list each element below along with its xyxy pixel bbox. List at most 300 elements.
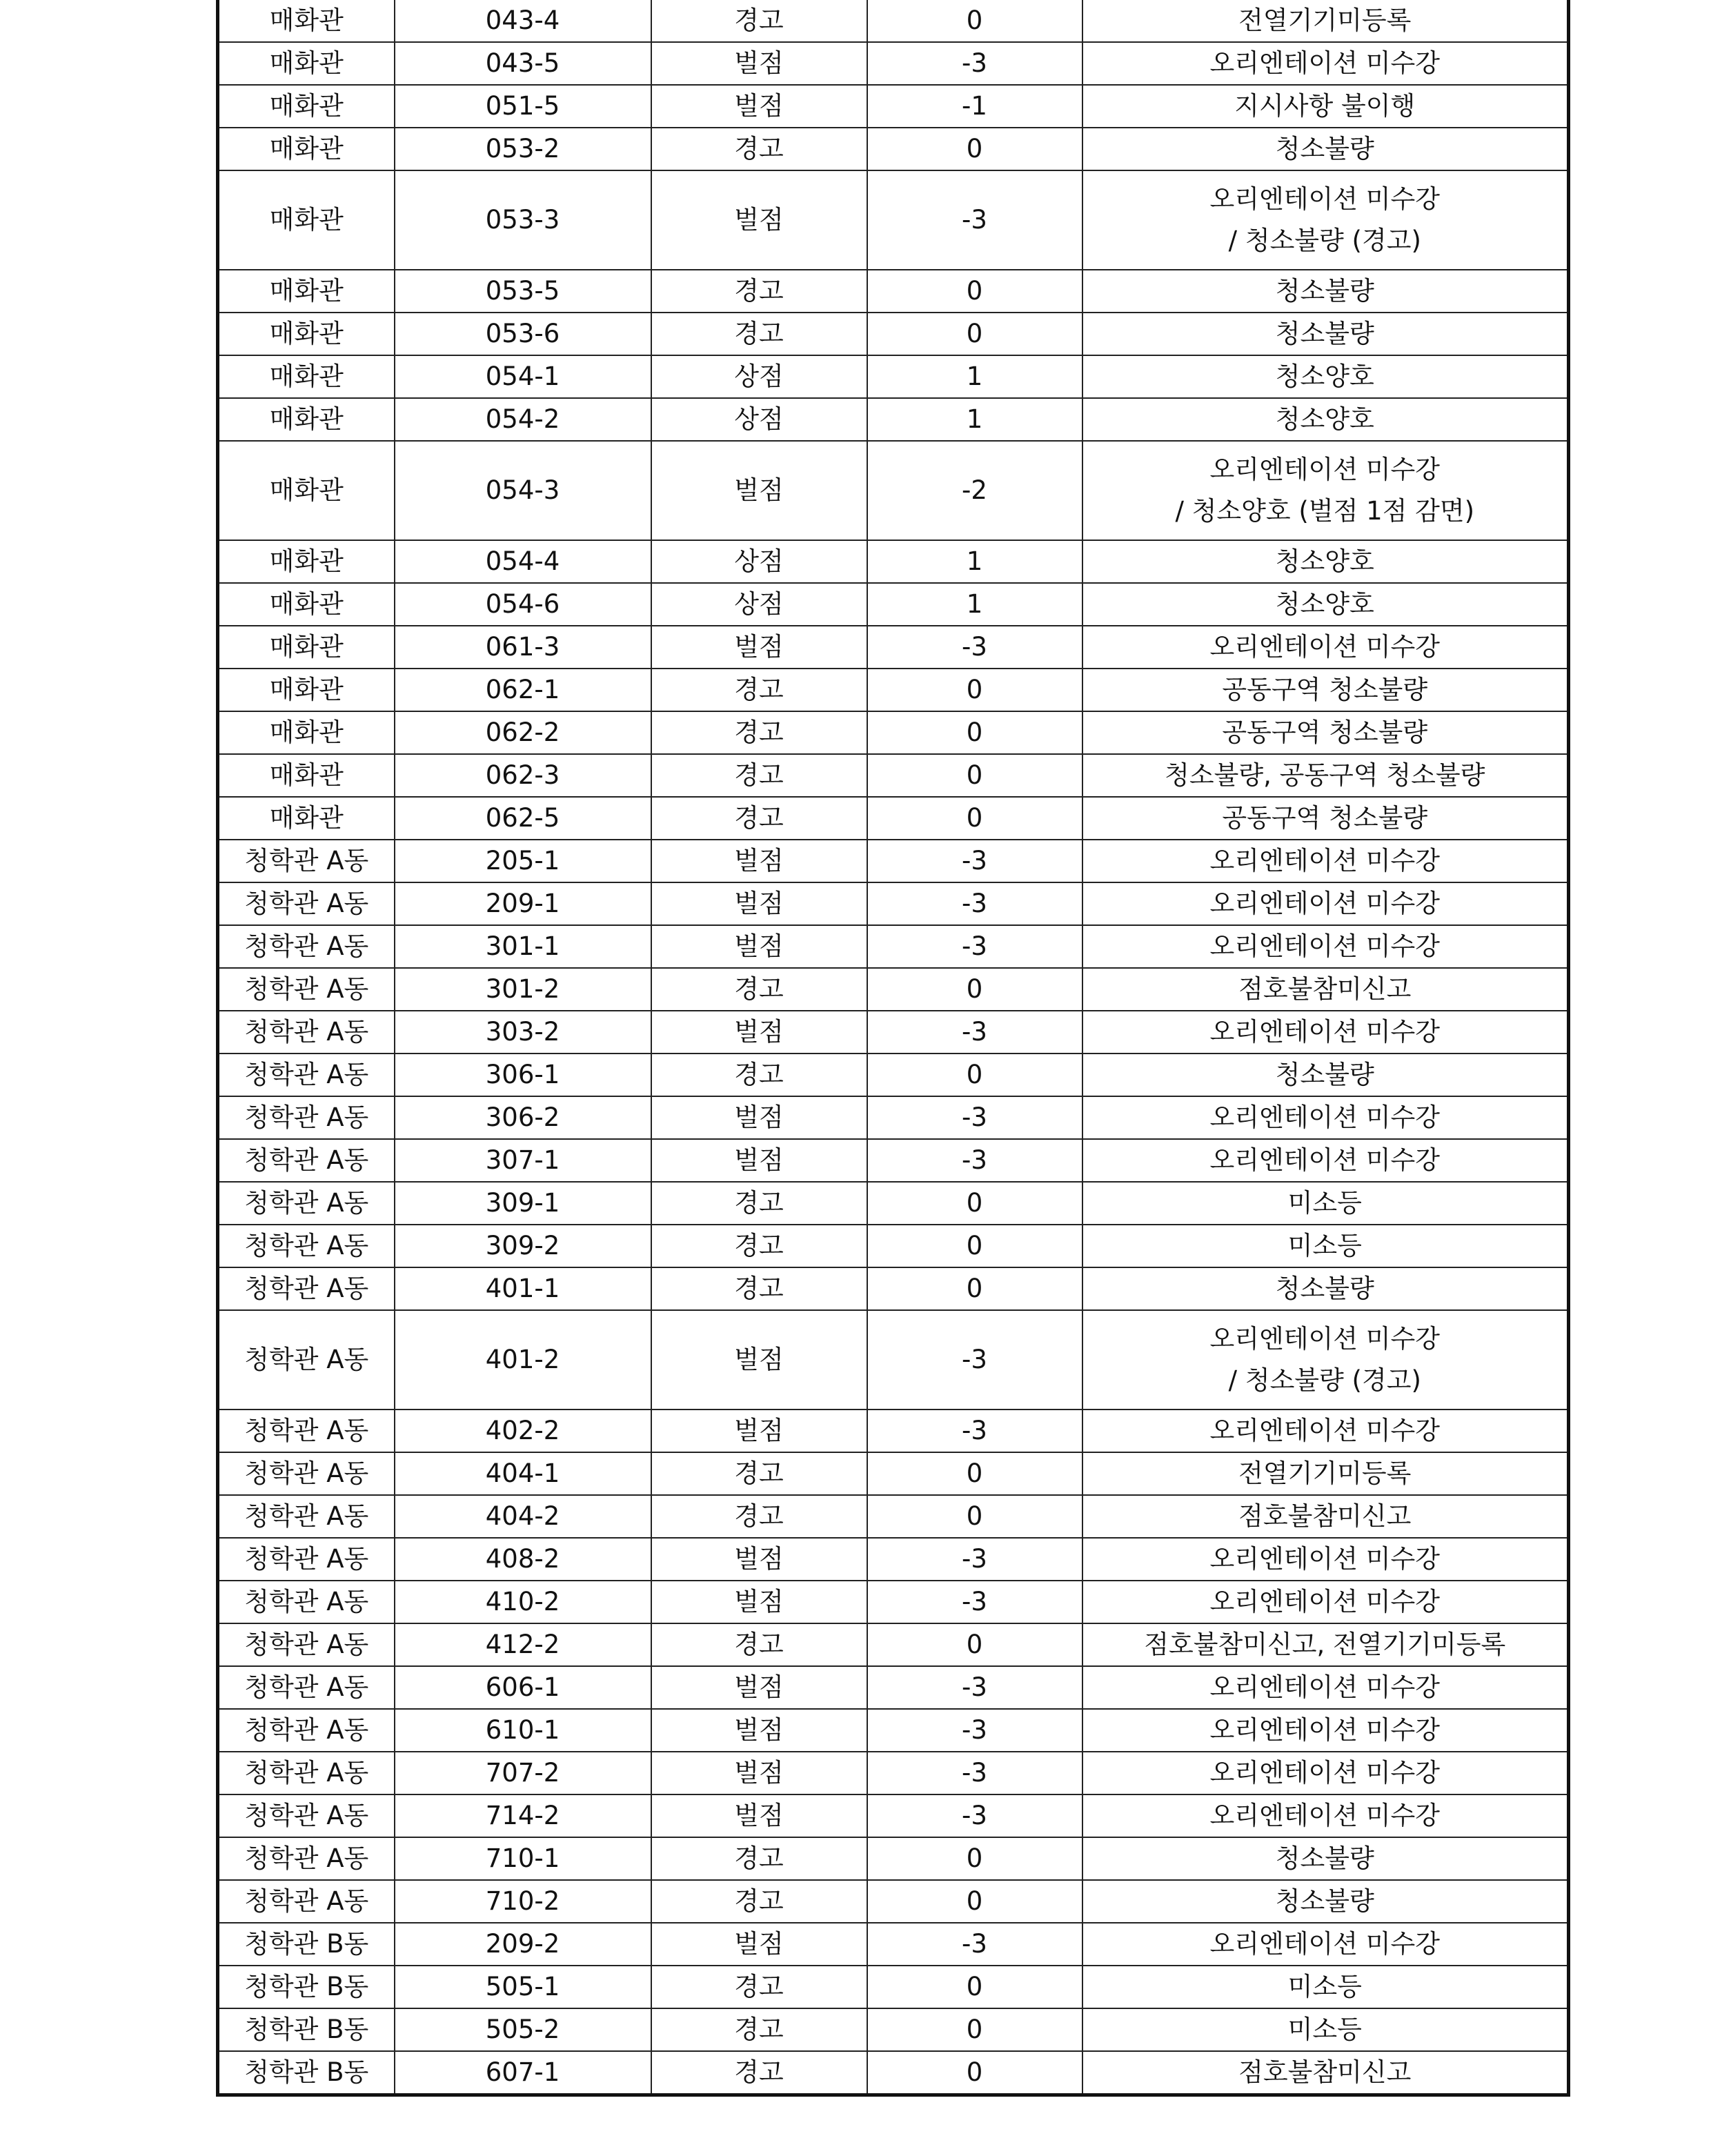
reason-line: 오리엔테이션 미수강	[1209, 1929, 1440, 1959]
building-cell: 매화관	[218, 0, 395, 42]
point-type-cell: 경고	[651, 1880, 867, 1923]
score-cell: -3	[867, 1139, 1082, 1182]
point-type-cell: 벌점	[651, 840, 867, 882]
table-row	[218, 42, 1569, 85]
score-cell: 0	[867, 754, 1082, 797]
points-table	[216, 0, 1570, 2097]
reason-line: 오리엔테이션 미수강	[1209, 1102, 1440, 1132]
building-cell: 매화관	[218, 355, 395, 398]
reason-cell	[1082, 128, 1569, 170]
room-number-cell: 606-1	[395, 1666, 651, 1709]
reason-cell	[1082, 1054, 1569, 1096]
score-cell: -3	[867, 840, 1082, 882]
table-row	[218, 797, 1569, 840]
table-row	[218, 968, 1569, 1011]
table-row	[218, 1837, 1569, 1880]
score-cell: -3	[867, 1538, 1082, 1581]
score-cell: -3	[867, 925, 1082, 968]
score-cell: 1	[867, 583, 1082, 626]
table-row	[218, 1452, 1569, 1495]
reason-line: 전열기기미등록	[1238, 1458, 1412, 1488]
reason-cell	[1082, 1410, 1569, 1452]
reason-cell	[1082, 1011, 1569, 1054]
table-row	[218, 711, 1569, 754]
reason-line: 청소불량	[1275, 276, 1374, 306]
point-type-cell: 경고	[651, 1623, 867, 1666]
reason-line: 오리엔테이션 미수강	[1209, 1017, 1440, 1047]
reason-line: 전열기기미등록	[1238, 6, 1412, 35]
table-row	[218, 1794, 1569, 1837]
reason-line: 공동구역 청소불량	[1222, 675, 1428, 704]
room-number-cell: 051-5	[395, 85, 651, 128]
room-number-cell: 306-2	[395, 1096, 651, 1139]
point-type-cell: 경고	[651, 2051, 867, 2095]
reason-cell	[1082, 1139, 1569, 1182]
building-cell: 청학관 A동	[218, 1752, 395, 1794]
building-cell: 청학관 A동	[218, 1452, 395, 1495]
table-row	[218, 669, 1569, 711]
point-type-cell: 경고	[651, 1837, 867, 1880]
point-type-cell: 벌점	[651, 85, 867, 128]
reason-line: 청소불량	[1275, 1843, 1374, 1873]
score-cell: 0	[867, 1267, 1082, 1310]
table-row	[218, 270, 1569, 313]
room-number-cell: 209-2	[395, 1923, 651, 1966]
reason-line: 청소불량	[1275, 1274, 1374, 1303]
score-cell: 0	[867, 711, 1082, 754]
room-number-cell: 309-1	[395, 1182, 651, 1225]
room-number-cell: 061-3	[395, 626, 651, 669]
point-type-cell: 벌점	[651, 1538, 867, 1581]
reason-cell	[1082, 840, 1569, 882]
building-cell: 청학관 A동	[218, 1182, 395, 1225]
reason-cell	[1082, 968, 1569, 1011]
point-type-cell: 벌점	[651, 882, 867, 925]
building-cell: 매화관	[218, 42, 395, 85]
building-cell: 매화관	[218, 85, 395, 128]
table-row	[218, 925, 1569, 968]
building-cell: 청학관 A동	[218, 1623, 395, 1666]
building-cell: 청학관 A동	[218, 1225, 395, 1267]
point-type-cell: 벌점	[651, 626, 867, 669]
reason-line: 점호불참미신고	[1238, 1501, 1412, 1531]
reason-line: 오리엔테이션 미수강	[1209, 1324, 1440, 1354]
table-row	[218, 754, 1569, 797]
building-cell: 매화관	[218, 128, 395, 170]
point-type-cell: 경고	[651, 270, 867, 313]
reason-cell	[1082, 42, 1569, 85]
table-row	[218, 882, 1569, 925]
score-cell: 0	[867, 1452, 1082, 1495]
table-row	[218, 0, 1569, 42]
reason-cell	[1082, 170, 1569, 270]
room-number-cell: 053-6	[395, 313, 651, 355]
reason-cell	[1082, 1794, 1569, 1837]
table-body	[218, 0, 1569, 2095]
score-cell: 0	[867, 968, 1082, 1011]
reason-line: 공동구역 청소불량	[1222, 803, 1428, 833]
table-row	[218, 398, 1569, 441]
table-row	[218, 313, 1569, 355]
building-cell: 매화관	[218, 270, 395, 313]
building-cell: 청학관 A동	[218, 1054, 395, 1096]
point-type-cell: 벌점	[651, 925, 867, 968]
point-type-cell: 경고	[651, 711, 867, 754]
building-cell: 청학관 A동	[218, 1410, 395, 1452]
score-cell: 0	[867, 1623, 1082, 1666]
score-cell: 0	[867, 797, 1082, 840]
reason-cell	[1082, 1182, 1569, 1225]
reason-line: 오리엔테이션 미수강	[1209, 48, 1440, 78]
point-type-cell: 벌점	[651, 1581, 867, 1623]
reason-cell	[1082, 711, 1569, 754]
table-row	[218, 1966, 1569, 2008]
table-row	[218, 540, 1569, 583]
room-number-cell: 054-3	[395, 441, 651, 540]
reason-line: 오리엔테이션 미수강	[1209, 846, 1440, 876]
reason-cell	[1082, 1966, 1569, 2008]
reason-line: 청소양호	[1275, 404, 1374, 434]
point-type-cell: 벌점	[651, 1752, 867, 1794]
room-number-cell: 043-5	[395, 42, 651, 85]
table-row	[218, 1495, 1569, 1538]
room-number-cell: 062-3	[395, 754, 651, 797]
table-row	[218, 583, 1569, 626]
room-number-cell: 062-5	[395, 797, 651, 840]
reason-cell	[1082, 1495, 1569, 1538]
reason-line: 청소불량	[1275, 319, 1374, 348]
building-cell: 청학관 B동	[218, 1923, 395, 1966]
reason-line: / 청소불량 (경고)	[1228, 226, 1421, 255]
reason-cell	[1082, 754, 1569, 797]
score-cell: -3	[867, 1666, 1082, 1709]
reason-line: 청소불량, 공동구역 청소불량	[1165, 760, 1485, 790]
room-number-cell: 062-1	[395, 669, 651, 711]
score-cell: -3	[867, 1794, 1082, 1837]
room-number-cell: 707-2	[395, 1752, 651, 1794]
room-number-cell: 053-2	[395, 128, 651, 170]
reason-cell	[1082, 1581, 1569, 1623]
building-cell: 청학관 A동	[218, 1011, 395, 1054]
reason-line: 공동구역 청소불량	[1222, 718, 1428, 747]
room-number-cell: 410-2	[395, 1581, 651, 1623]
building-cell: 매화관	[218, 540, 395, 583]
room-number-cell: 404-1	[395, 1452, 651, 1495]
reason-line: 오리엔테이션 미수강	[1209, 1416, 1440, 1445]
reason-cell	[1082, 355, 1569, 398]
score-cell: -3	[867, 1310, 1082, 1410]
reason-cell	[1082, 1538, 1569, 1581]
score-cell: 0	[867, 313, 1082, 355]
point-type-cell: 상점	[651, 540, 867, 583]
building-cell: 청학관 A동	[218, 1310, 395, 1410]
reason-cell	[1082, 1880, 1569, 1923]
reason-cell	[1082, 1310, 1569, 1410]
building-cell: 청학관 A동	[218, 840, 395, 882]
table-row	[218, 1623, 1569, 1666]
reason-line: 미소등	[1287, 1231, 1362, 1260]
room-number-cell: 402-2	[395, 1410, 651, 1452]
building-cell: 청학관 A동	[218, 1709, 395, 1752]
score-cell: -3	[867, 882, 1082, 925]
score-cell: 0	[867, 1225, 1082, 1267]
building-cell: 청학관 A동	[218, 1096, 395, 1139]
score-cell: 0	[867, 1837, 1082, 1880]
score-cell: 0	[867, 0, 1082, 42]
score-cell: -3	[867, 1752, 1082, 1794]
reason-line: 청소불량	[1275, 1886, 1374, 1916]
table-row	[218, 1880, 1569, 1923]
table-row	[218, 1538, 1569, 1581]
table-row	[218, 1752, 1569, 1794]
point-type-cell: 벌점	[651, 1923, 867, 1966]
building-cell: 매화관	[218, 398, 395, 441]
table-row	[218, 2051, 1569, 2095]
room-number-cell: 607-1	[395, 2051, 651, 2095]
reason-line: 오리엔테이션 미수강	[1209, 632, 1440, 662]
point-type-cell: 경고	[651, 1054, 867, 1096]
score-cell: 0	[867, 1182, 1082, 1225]
point-type-cell: 경고	[651, 1495, 867, 1538]
room-number-cell: 054-4	[395, 540, 651, 583]
point-type-cell: 벌점	[651, 1096, 867, 1139]
reason-line: / 청소양호 (벌점 1점 감면)	[1175, 496, 1475, 526]
room-number-cell: 401-2	[395, 1310, 651, 1410]
building-cell: 청학관 A동	[218, 1837, 395, 1880]
room-number-cell: 301-2	[395, 968, 651, 1011]
score-cell: -3	[867, 1709, 1082, 1752]
score-cell: 0	[867, 1054, 1082, 1096]
table-row	[218, 128, 1569, 170]
table-row	[218, 1267, 1569, 1310]
room-number-cell: 205-1	[395, 840, 651, 882]
room-number-cell: 054-1	[395, 355, 651, 398]
score-cell: 0	[867, 128, 1082, 170]
reason-line: 오리엔테이션 미수강	[1209, 889, 1440, 918]
building-cell: 매화관	[218, 754, 395, 797]
table-row	[218, 1923, 1569, 1966]
reason-line: 오리엔테이션 미수강	[1209, 1587, 1440, 1616]
reason-line: 오리엔테이션 미수강	[1209, 1715, 1440, 1745]
score-cell: -3	[867, 1096, 1082, 1139]
building-cell: 매화관	[218, 626, 395, 669]
room-number-cell: 053-3	[395, 170, 651, 270]
table-row	[218, 1310, 1569, 1410]
reason-line: 미소등	[1287, 1188, 1362, 1218]
room-number-cell: 303-2	[395, 1011, 651, 1054]
point-type-cell: 경고	[651, 1966, 867, 2008]
room-number-cell: 307-1	[395, 1139, 651, 1182]
point-type-cell: 벌점	[651, 1794, 867, 1837]
table-row	[218, 1054, 1569, 1096]
point-type-cell: 벌점	[651, 1139, 867, 1182]
reason-cell	[1082, 626, 1569, 669]
table-row	[218, 1139, 1569, 1182]
building-cell: 매화관	[218, 711, 395, 754]
point-type-cell: 벌점	[651, 1666, 867, 1709]
reason-cell	[1082, 313, 1569, 355]
room-number-cell: 505-1	[395, 1966, 651, 2008]
reason-line: 오리엔테이션 미수강	[1209, 1145, 1440, 1175]
point-type-cell: 경고	[651, 754, 867, 797]
reason-cell	[1082, 1096, 1569, 1139]
reason-line: 오리엔테이션 미수강	[1209, 1758, 1440, 1788]
building-cell: 청학관 A동	[218, 1581, 395, 1623]
building-cell: 청학관 A동	[218, 1880, 395, 1923]
reason-line: 청소불량	[1275, 134, 1374, 164]
score-cell: -3	[867, 1011, 1082, 1054]
reason-cell	[1082, 2008, 1569, 2051]
reason-line: 청소불량	[1275, 1060, 1374, 1089]
building-cell: 청학관 B동	[218, 2008, 395, 2051]
room-number-cell: 054-2	[395, 398, 651, 441]
reason-cell	[1082, 270, 1569, 313]
reason-cell	[1082, 1452, 1569, 1495]
reason-line: 청소양호	[1275, 546, 1374, 576]
point-type-cell: 경고	[651, 313, 867, 355]
point-type-cell: 벌점	[651, 170, 867, 270]
table-row	[218, 441, 1569, 540]
building-cell: 청학관 A동	[218, 1139, 395, 1182]
reason-line: 청소양호	[1275, 362, 1374, 391]
reason-cell	[1082, 1267, 1569, 1310]
score-cell: -2	[867, 441, 1082, 540]
building-cell: 청학관 A동	[218, 1495, 395, 1538]
room-number-cell: 710-2	[395, 1880, 651, 1923]
building-cell: 청학관 A동	[218, 1794, 395, 1837]
reason-cell	[1082, 882, 1569, 925]
point-type-cell: 상점	[651, 355, 867, 398]
reason-cell	[1082, 0, 1569, 42]
table-row	[218, 840, 1569, 882]
reason-line: 오리엔테이션 미수강	[1209, 455, 1440, 484]
building-cell: 청학관 B동	[218, 2051, 395, 2095]
reason-cell	[1082, 1709, 1569, 1752]
building-cell: 매화관	[218, 441, 395, 540]
room-number-cell: 401-1	[395, 1267, 651, 1310]
score-cell: -3	[867, 42, 1082, 85]
reason-line: 청소양호	[1275, 589, 1374, 619]
reason-line: 오리엔테이션 미수강	[1209, 1544, 1440, 1574]
reason-line: / 청소불량 (경고)	[1228, 1365, 1421, 1395]
point-type-cell: 상점	[651, 583, 867, 626]
reason-line: 미소등	[1287, 2015, 1362, 2044]
score-cell: 0	[867, 270, 1082, 313]
room-number-cell: 053-5	[395, 270, 651, 313]
reason-line: 점호불참미신고, 전열기기미등록	[1144, 1630, 1506, 1659]
reason-line: 오리엔테이션 미수강	[1209, 1801, 1440, 1830]
building-cell: 청학관 A동	[218, 1666, 395, 1709]
table-row	[218, 1225, 1569, 1267]
room-number-cell: 301-1	[395, 925, 651, 968]
point-type-cell: 경고	[651, 797, 867, 840]
room-number-cell: 404-2	[395, 1495, 651, 1538]
point-type-cell: 벌점	[651, 1310, 867, 1410]
building-cell: 청학관 B동	[218, 1966, 395, 2008]
point-type-cell: 경고	[651, 0, 867, 42]
reason-cell	[1082, 1666, 1569, 1709]
table-row	[218, 2008, 1569, 2051]
reason-cell	[1082, 1837, 1569, 1880]
reason-line: 점호불참미신고	[1238, 974, 1412, 1004]
building-cell: 청학관 A동	[218, 882, 395, 925]
point-type-cell: 경고	[651, 968, 867, 1011]
score-cell: -3	[867, 170, 1082, 270]
score-cell: -3	[867, 1410, 1082, 1452]
score-cell: -1	[867, 85, 1082, 128]
reason-line: 오리엔테이션 미수강	[1209, 931, 1440, 961]
point-type-cell: 벌점	[651, 1410, 867, 1452]
reason-cell	[1082, 1923, 1569, 1966]
building-cell: 청학관 A동	[218, 925, 395, 968]
room-number-cell: 710-1	[395, 1837, 651, 1880]
score-cell: 0	[867, 1495, 1082, 1538]
building-cell: 청학관 A동	[218, 1538, 395, 1581]
point-type-cell: 벌점	[651, 441, 867, 540]
reason-cell	[1082, 797, 1569, 840]
point-type-cell: 경고	[651, 2008, 867, 2051]
building-cell: 매화관	[218, 170, 395, 270]
reason-cell	[1082, 1623, 1569, 1666]
table-row	[218, 1709, 1569, 1752]
point-type-cell: 경고	[651, 1182, 867, 1225]
room-number-cell: 043-4	[395, 0, 651, 42]
reason-cell	[1082, 540, 1569, 583]
room-number-cell: 412-2	[395, 1623, 651, 1666]
score-cell: -3	[867, 626, 1082, 669]
building-cell: 청학관 A동	[218, 968, 395, 1011]
building-cell: 매화관	[218, 313, 395, 355]
room-number-cell: 714-2	[395, 1794, 651, 1837]
room-number-cell: 306-1	[395, 1054, 651, 1096]
table-row	[218, 1410, 1569, 1452]
building-cell: 매화관	[218, 797, 395, 840]
score-cell: 1	[867, 398, 1082, 441]
reason-line: 오리엔테이션 미수강	[1209, 184, 1440, 214]
room-number-cell: 309-2	[395, 1225, 651, 1267]
score-cell: 0	[867, 1880, 1082, 1923]
reason-cell	[1082, 925, 1569, 968]
score-cell: 0	[867, 669, 1082, 711]
room-number-cell: 505-2	[395, 2008, 651, 2051]
reason-line: 점호불참미신고	[1238, 2057, 1412, 2087]
score-cell: 1	[867, 355, 1082, 398]
reason-cell	[1082, 2051, 1569, 2095]
building-cell: 청학관 A동	[218, 1267, 395, 1310]
score-cell: 0	[867, 2051, 1082, 2095]
score-cell: 0	[867, 1966, 1082, 2008]
table-row	[218, 85, 1569, 128]
table-row	[218, 355, 1569, 398]
point-type-cell: 경고	[651, 1225, 867, 1267]
table-row	[218, 1096, 1569, 1139]
table-row	[218, 1011, 1569, 1054]
table-row	[218, 1666, 1569, 1709]
room-number-cell: 054-6	[395, 583, 651, 626]
score-cell: 0	[867, 2008, 1082, 2051]
reason-line: 미소등	[1287, 1972, 1362, 2001]
score-cell: -3	[867, 1581, 1082, 1623]
reason-cell	[1082, 398, 1569, 441]
table-row	[218, 626, 1569, 669]
point-type-cell: 경고	[651, 128, 867, 170]
point-type-cell: 경고	[651, 1452, 867, 1495]
reason-line: 오리엔테이션 미수강	[1209, 1672, 1440, 1702]
room-number-cell: 209-1	[395, 882, 651, 925]
point-type-cell: 벌점	[651, 1011, 867, 1054]
reason-cell	[1082, 1225, 1569, 1267]
reason-cell	[1082, 85, 1569, 128]
